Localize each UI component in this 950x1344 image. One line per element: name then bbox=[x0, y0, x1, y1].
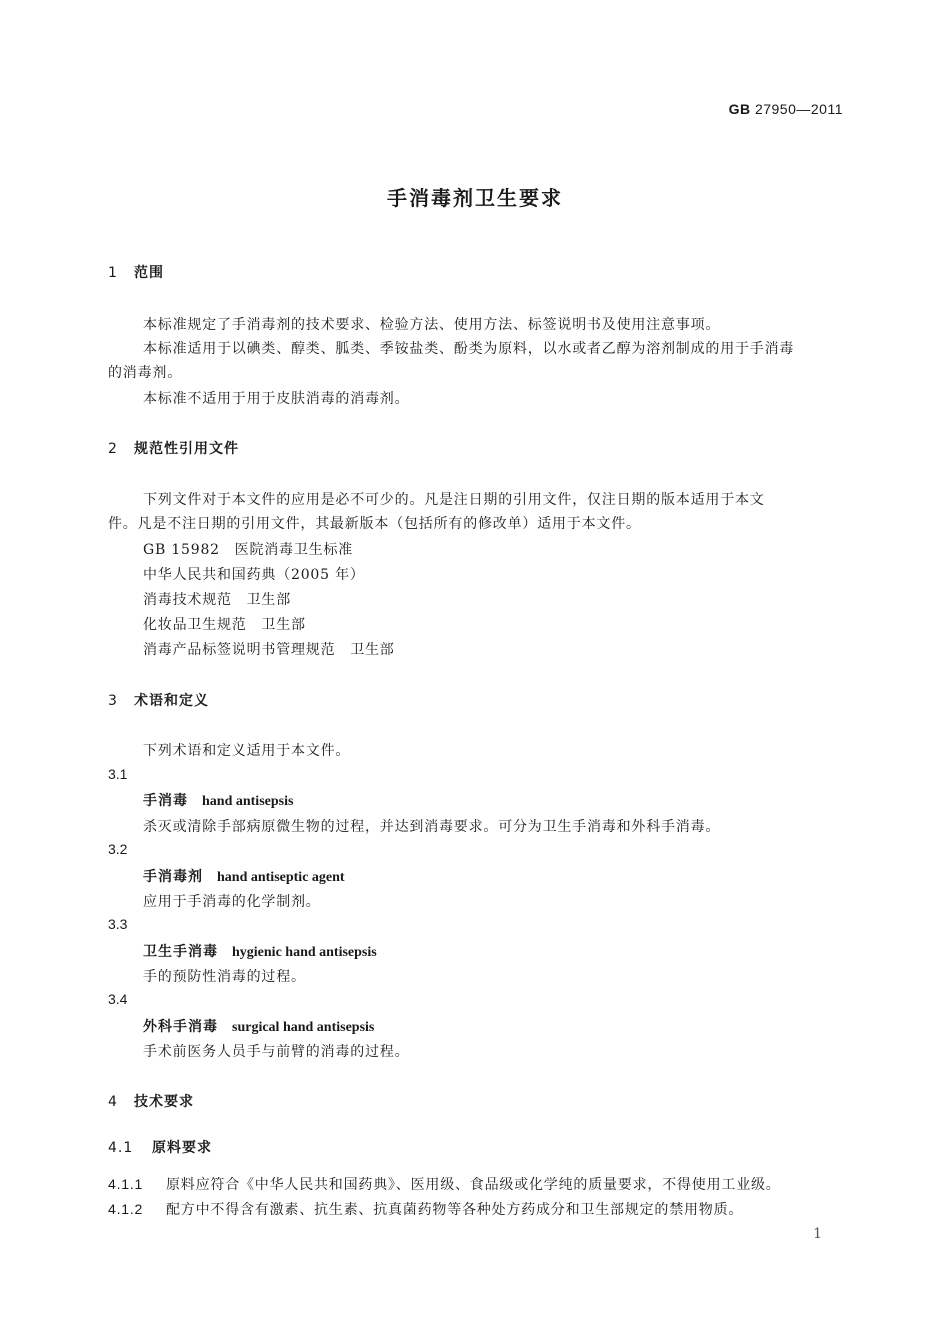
section-1-paragraph-3: 本标准不适用于用于皮肤消毒的消毒剂。 bbox=[143, 391, 410, 407]
term-heading: 手消毒 hand antisepsis bbox=[143, 793, 294, 809]
reference-item: 化妆品卫生规范 卫生部 bbox=[143, 617, 306, 633]
section-2-paragraph: 下列文件对于本文件的应用是必不可少的。凡是注日期的引用文件，仅注日期的版本适用于本文 bbox=[143, 492, 765, 508]
term-definition: 杀灭或清除手部病原微生物的过程，并达到消毒要求。可分为卫生手消毒和外科手消毒。 bbox=[143, 819, 721, 835]
subsection-4-1-heading: 4.1 原料要求 bbox=[108, 1140, 212, 1156]
section-1-heading: 1 范围 bbox=[108, 265, 164, 281]
term-number: 3.2 bbox=[108, 841, 128, 857]
reference-item: 消毒产品标签说明书管理规范 卫生部 bbox=[143, 642, 395, 658]
section-3-intro: 下列术语和定义适用于本文件。 bbox=[143, 743, 351, 759]
page-number: 1 bbox=[813, 1226, 822, 1242]
clause-4-1-2: 4.1.2 配方中不得含有激素、抗生素、抗真菌药物等各种处方药成分和卫生部规定的禁用物质。 bbox=[108, 1201, 744, 1218]
section-1-paragraph-2-cont: 的消毒剂。 bbox=[108, 365, 182, 381]
term-number: 3.3 bbox=[108, 916, 128, 932]
term-heading: 外科手消毒 surgical hand antisepsis bbox=[143, 1019, 375, 1035]
reference-item: 消毒技术规范 卫生部 bbox=[143, 592, 291, 608]
term-heading: 手消毒剂 hand antiseptic agent bbox=[143, 869, 345, 885]
reference-item: 中华人民共和国药典（2005 年） bbox=[143, 567, 365, 583]
section-2-heading: 2 规范性引用文件 bbox=[108, 441, 239, 457]
reference-item: GB 15982 医院消毒卫生标准 bbox=[143, 542, 354, 558]
term-definition: 手的预防性消毒的过程。 bbox=[143, 969, 306, 985]
section-1-paragraph-1: 本标准规定了手消毒剂的技术要求、检验方法、使用方法、标签说明书及使用注意事项。 bbox=[143, 317, 721, 333]
clause-4-1-1: 4.1.1 原料应符合《中华人民共和国药典》、医用级、食品级或化学纯的质量要求，不得使用工业级。 bbox=[108, 1176, 781, 1193]
standard-number: GB 27950—2011 bbox=[728, 101, 843, 117]
term-definition: 手术前医务人员手与前臂的消毒的过程。 bbox=[143, 1044, 410, 1060]
term-number: 3.4 bbox=[108, 991, 128, 1007]
section-1-paragraph-2: 本标准适用于以碘类、醇类、胍类、季铵盐类、酚类为原料，以水或者乙醇为溶剂制成的用于手消毒 bbox=[143, 341, 795, 357]
page-title: 手消毒剂卫生要求 bbox=[387, 186, 563, 210]
section-4-heading: 4 技术要求 bbox=[108, 1094, 194, 1110]
section-2-paragraph-cont: 件。凡是不注日期的引用文件，其最新版本（包括所有的修改单）适用于本文件。 bbox=[108, 516, 641, 532]
term-definition: 应用于手消毒的化学制剂。 bbox=[143, 894, 321, 910]
term-heading: 卫生手消毒 hygienic hand antisepsis bbox=[143, 944, 377, 960]
section-3-heading: 3 术语和定义 bbox=[108, 693, 209, 709]
term-number: 3.1 bbox=[108, 766, 128, 782]
